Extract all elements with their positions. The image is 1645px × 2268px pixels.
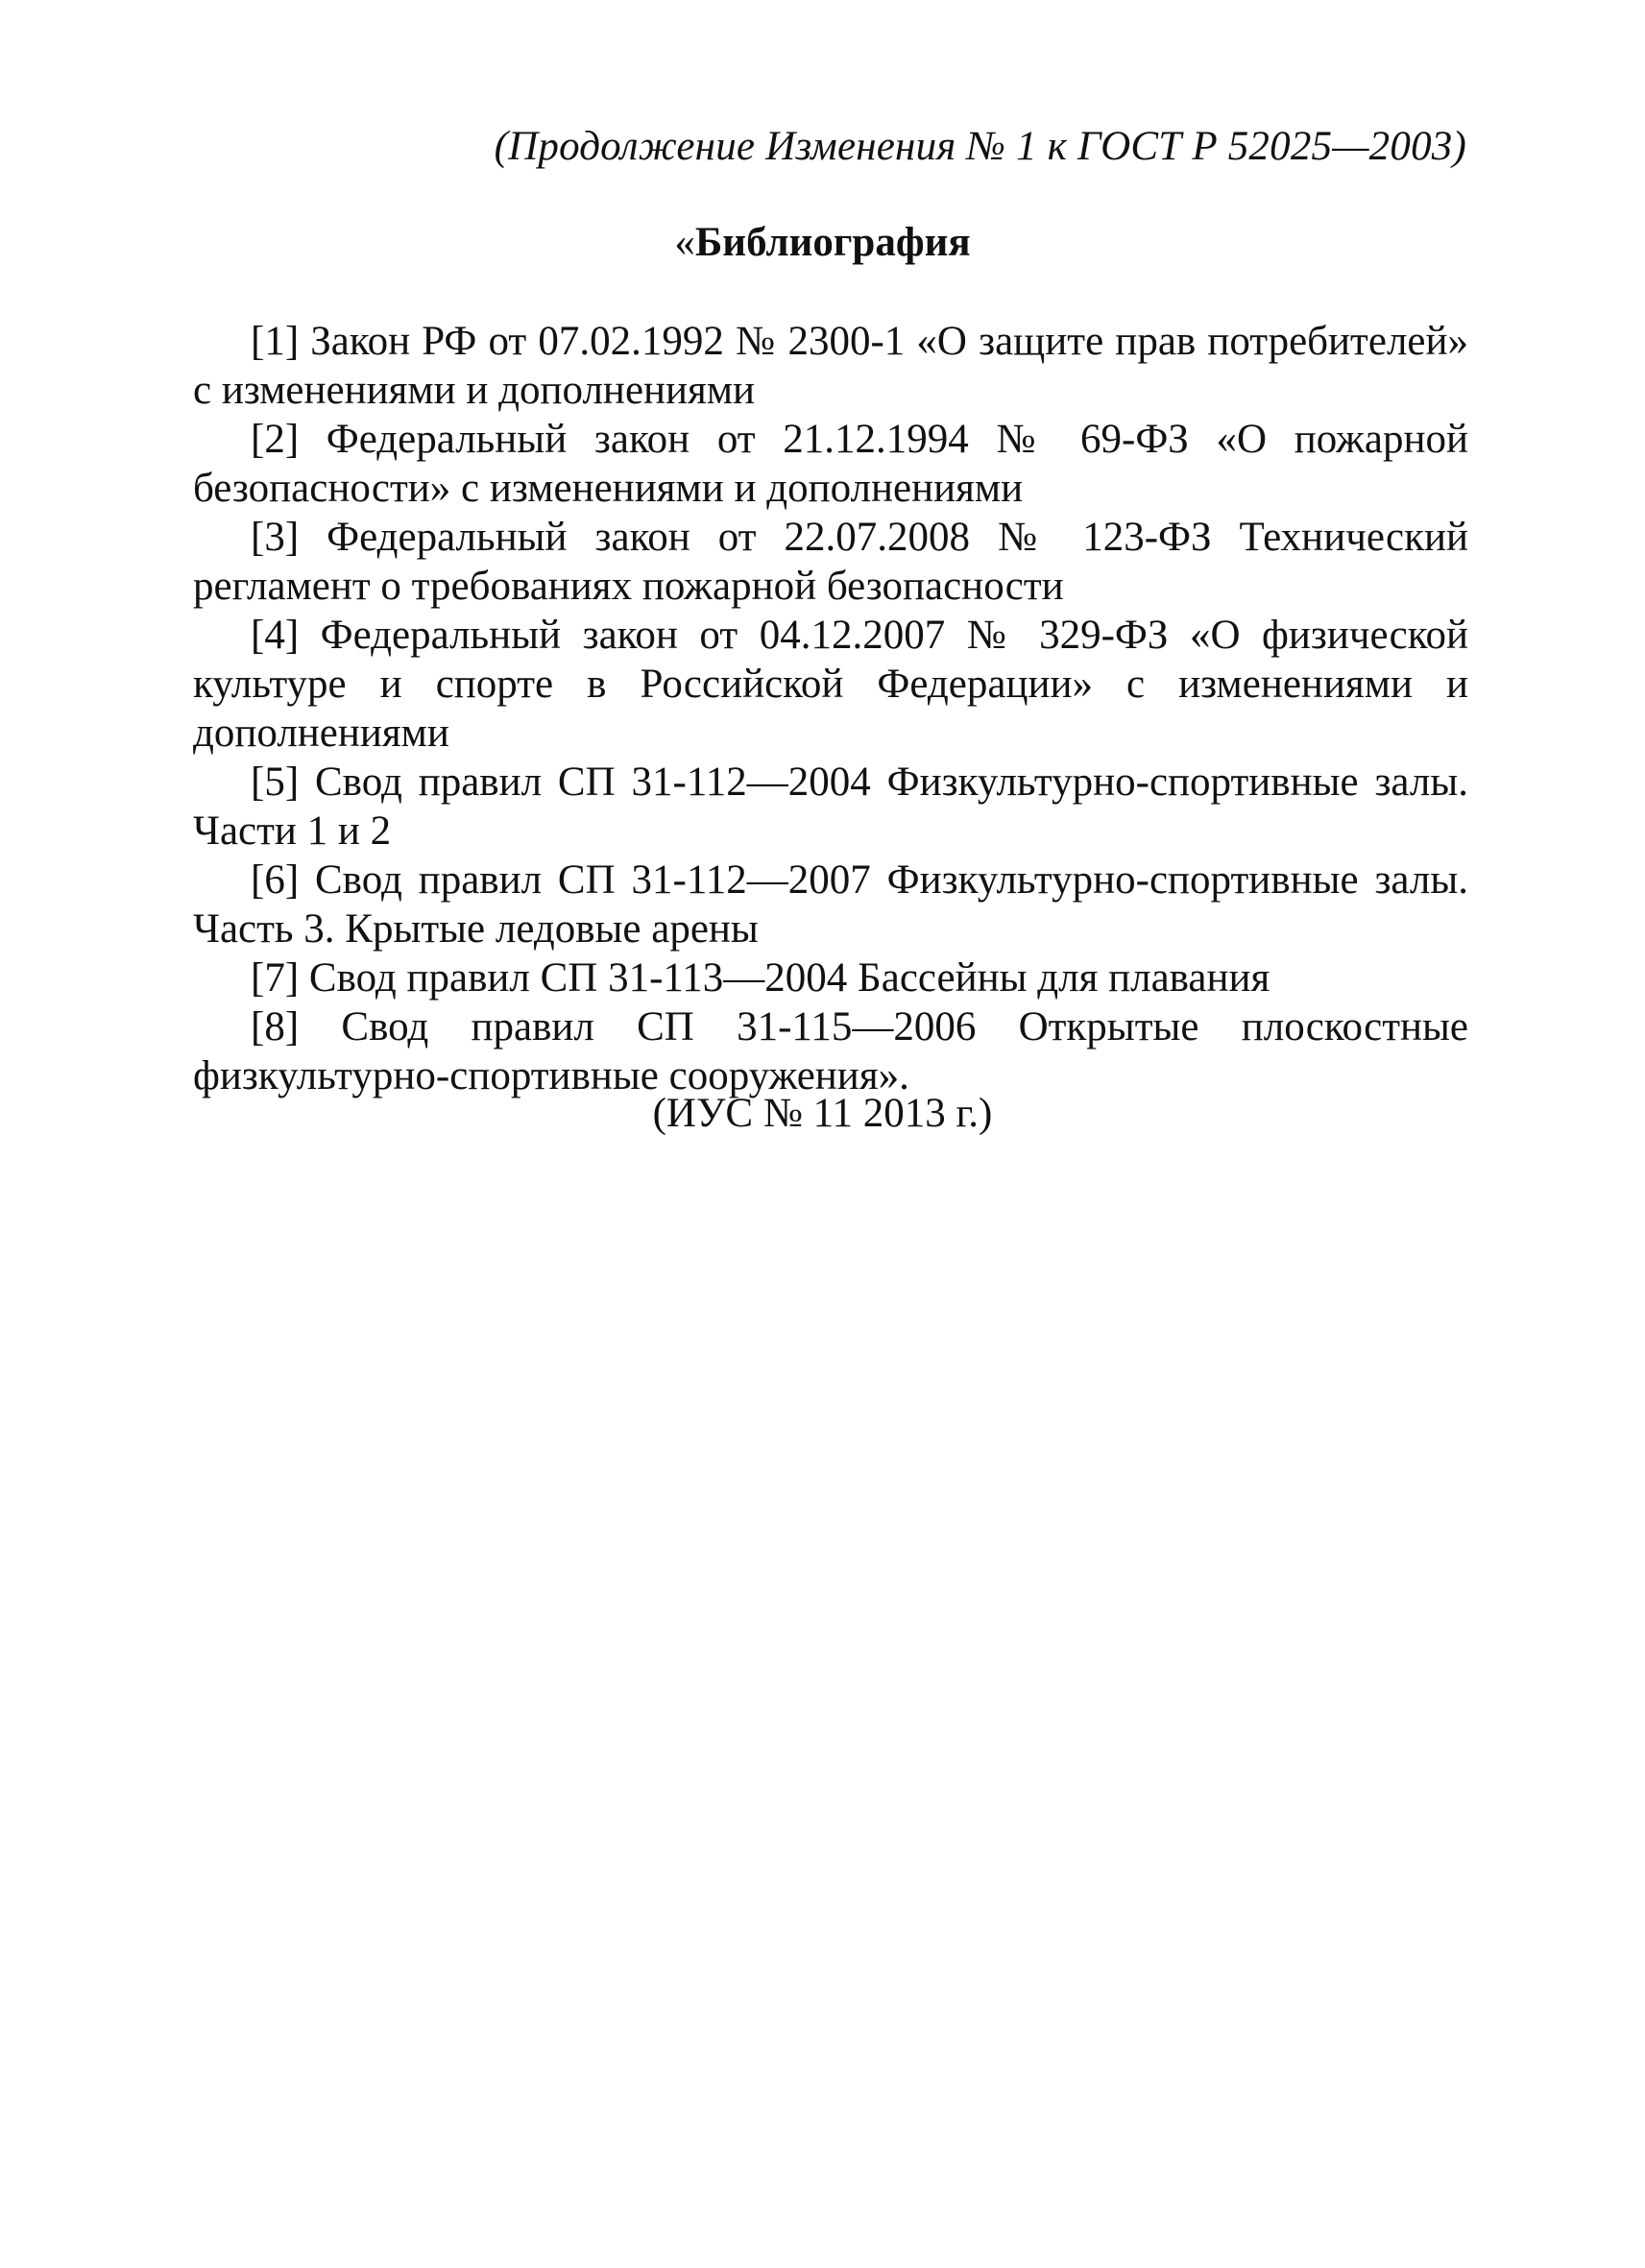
bibliography-entry-5: [5] Свод правил СП 31-112—2004 Физкультурно-спортивные залы. Части 1 и 2 (193, 760, 1468, 854)
bibliography-entry-4: [4] Федеральный закон от 04.12.2007 № 329-ФЗ «О физической культуре и спорте в Российской Федерации» с изменениями и дополнениями (193, 613, 1468, 756)
section-title (0, 219, 1645, 266)
section-title-opening-quote: « (674, 220, 695, 265)
section-title-text: Библиография (694, 220, 971, 265)
bibliography-entry-8: [8] Свод правил СП 31-115—2006 Открытые плоскостные физкультурно-спортивные сооружения». (193, 1004, 1468, 1098)
bibliography-entry-6: [6] Свод правил СП 31-112—2007 Физкультурно-спортивные залы. Часть 3. Крытые ледовые арены (193, 857, 1468, 952)
source-note: (ИУС № 11 2013 г.) (652, 1091, 993, 1136)
bibliography-entry-3: [3] Федеральный закон от 22.07.2008 № 123-ФЗ Технический регламент о требованиях пожарной безопасности (193, 515, 1468, 609)
bibliography-entry-7: [7] Свод правил СП 31-113—2004 Бассейны для плавания (251, 955, 1270, 1001)
bibliography-entry-2: [2] Федеральный закон от 21.12.1994 № 69-ФЗ «О пожарной безопасности» с изменениями и дополнениями (193, 417, 1468, 511)
continuation-header: (Продолжение Изменения № 1 к ГОСТ Р 52025—2003) (494, 124, 1466, 169)
bibliography-list (193, 317, 1468, 1100)
bibliography-entry-1: [1] Закон РФ от 07.02.1992 № 2300-1 «О защите прав потребителей» с изменениями и дополнениями (193, 319, 1468, 413)
